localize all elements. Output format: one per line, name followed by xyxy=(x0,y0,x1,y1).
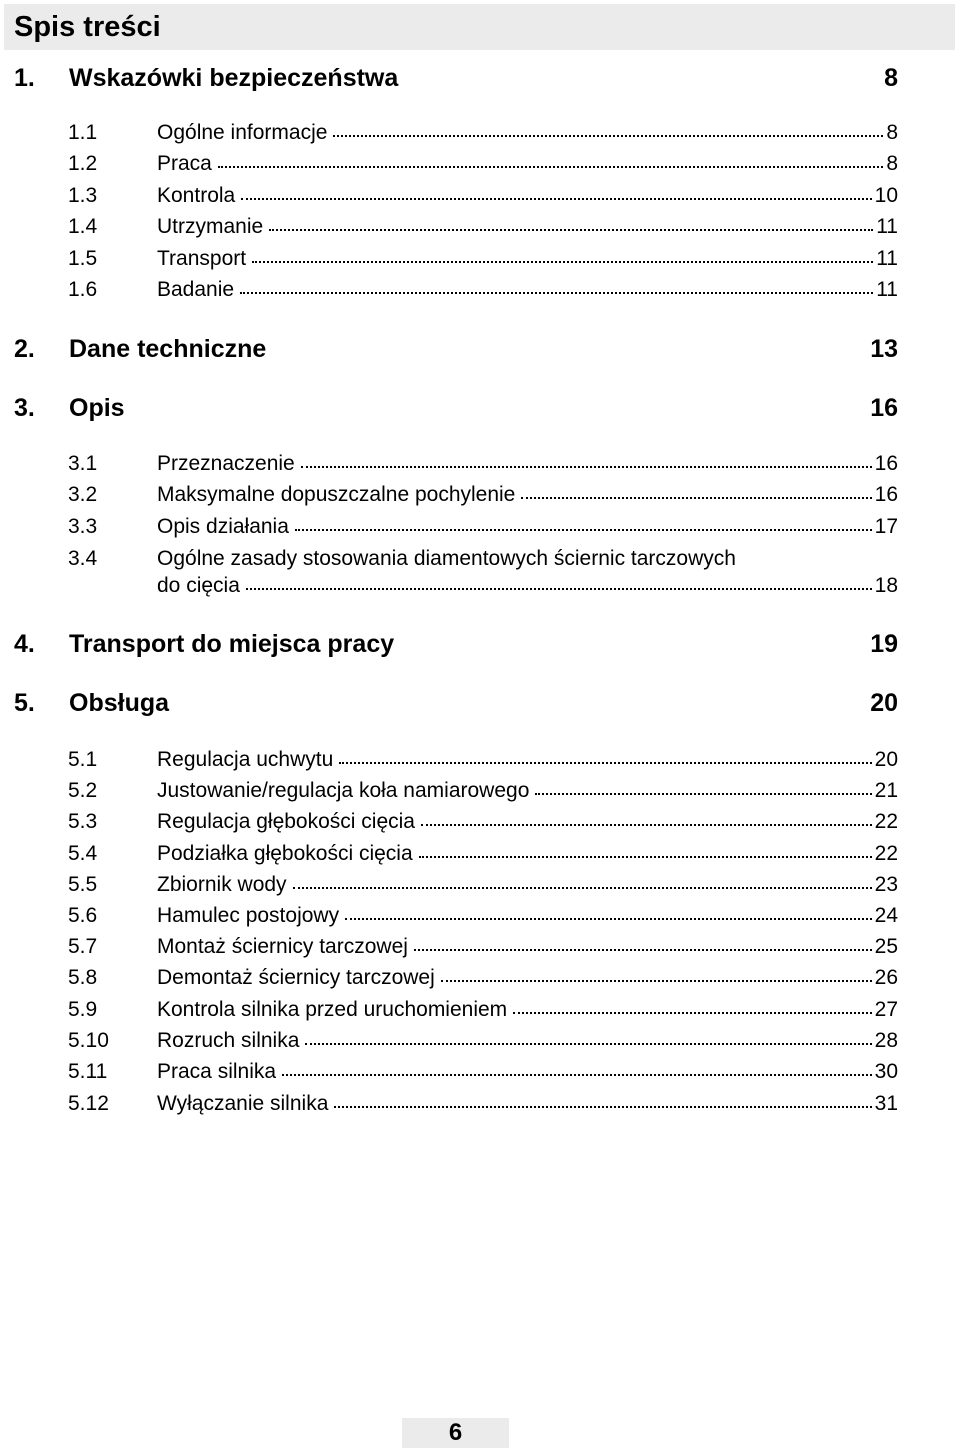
entry-page: 26 xyxy=(874,966,898,989)
section-page: 13 xyxy=(870,335,898,363)
entry-number: 5.7 xyxy=(68,935,98,958)
section-number: 1. xyxy=(14,64,35,92)
entry-page: 11 xyxy=(876,278,898,301)
entry-number: 5.4 xyxy=(68,842,98,865)
entry-title: Zbiornik wody xyxy=(157,873,287,896)
dot-leader xyxy=(240,290,873,294)
toc-entry-1-2[interactable] xyxy=(68,150,898,178)
entry-title: Justowanie/regulacja koła namiarowego xyxy=(157,779,530,802)
entry-page: 10 xyxy=(874,184,898,207)
toc-entry-3-4[interactable] xyxy=(68,572,898,600)
title-bar xyxy=(4,4,955,50)
entry-title: do cięcia xyxy=(157,574,240,597)
section-page: 19 xyxy=(870,630,898,658)
toc-entry-5-8[interactable] xyxy=(68,964,898,992)
dot-leader xyxy=(345,916,872,920)
entry-title: Maksymalne dopuszczalne pochylenie xyxy=(157,483,516,506)
section-title: Transport do miejsca pracy xyxy=(69,630,395,658)
entry-number: 5.9 xyxy=(68,998,98,1021)
entry-page: 22 xyxy=(874,810,898,833)
entry-page: 22 xyxy=(874,842,898,865)
toc-entry-5-11[interactable] xyxy=(68,1058,898,1086)
section-page: 16 xyxy=(870,394,898,422)
entry-number: 1.1 xyxy=(68,121,98,144)
entry-title: Praca silnika xyxy=(157,1060,277,1083)
entry-page: 23 xyxy=(874,873,898,896)
entry-number: 1.4 xyxy=(68,215,98,238)
dot-leader xyxy=(334,1104,871,1108)
toc-entry-3-1[interactable] xyxy=(68,450,898,478)
entry-number: 1.6 xyxy=(68,278,98,301)
dot-leader xyxy=(269,227,873,231)
toc-entry-5-10[interactable] xyxy=(68,1027,898,1055)
toc-entry-1-5[interactable] xyxy=(68,245,898,273)
dot-leader xyxy=(414,947,872,951)
section-number: 3. xyxy=(14,394,35,422)
entry-number: 5.12 xyxy=(68,1092,109,1115)
entry-title: Badanie xyxy=(157,278,235,301)
toc-entry-1-4[interactable] xyxy=(68,213,898,241)
entry-title: Ogólne informacje xyxy=(157,121,328,144)
dot-leader xyxy=(293,885,872,889)
entry-title: Wyłączanie silnika xyxy=(157,1092,329,1115)
entry-number: 5.6 xyxy=(68,904,98,927)
page-number: 6 xyxy=(448,1419,463,1446)
entry-number: 3.1 xyxy=(68,452,98,475)
dot-leader xyxy=(419,854,872,858)
entry-page: 21 xyxy=(874,779,898,802)
entry-page: 16 xyxy=(874,452,898,475)
toc-entry-5-4[interactable] xyxy=(68,840,898,868)
toc-entry-5-9[interactable] xyxy=(68,996,898,1024)
section-page: 8 xyxy=(884,64,898,92)
page-number-box xyxy=(402,1418,509,1448)
dot-leader xyxy=(535,791,871,795)
entry-number: 5.3 xyxy=(68,810,98,833)
entry-page: 31 xyxy=(874,1092,898,1115)
dot-leader xyxy=(421,822,872,826)
entry-title: Podziałka głębokości cięcia xyxy=(157,842,413,865)
entry-title: Montaż ściernicy tarczowej xyxy=(157,935,408,958)
entry-page: 18 xyxy=(874,574,898,597)
entry-title: Rozruch silnika xyxy=(157,1029,300,1052)
toc-entry-1-1[interactable] xyxy=(68,119,898,147)
toc-entry-1-6[interactable] xyxy=(68,276,898,304)
section-title: Obsługa xyxy=(69,689,170,717)
entry-number: 5.5 xyxy=(68,873,98,896)
dot-leader xyxy=(252,259,873,263)
section-number: 5. xyxy=(14,689,35,717)
entry-title: Hamulec postojowy xyxy=(157,904,340,927)
entry-number: 5.11 xyxy=(68,1060,108,1083)
toc-entry-3-4-line1[interactable] xyxy=(68,545,898,573)
section-title: Dane techniczne xyxy=(69,335,267,363)
entry-title: Demontaż ściernicy tarczowej xyxy=(157,966,435,989)
toc-section-3[interactable] xyxy=(14,390,898,426)
dot-leader xyxy=(513,1010,871,1014)
toc-entry-5-1[interactable] xyxy=(68,746,898,774)
entry-title: Kontrola silnika przed uruchomieniem xyxy=(157,998,508,1021)
entry-page: 20 xyxy=(874,748,898,771)
toc-entry-1-3[interactable] xyxy=(68,182,898,210)
toc-entry-5-5[interactable] xyxy=(68,871,898,899)
entry-number: 3.2 xyxy=(68,483,98,506)
entry-title: Utrzymanie xyxy=(157,215,264,238)
dot-leader xyxy=(339,760,871,764)
entry-page: 16 xyxy=(874,483,898,506)
dot-leader xyxy=(301,464,872,468)
dot-leader xyxy=(441,978,872,982)
entry-title: Regulacja głębokości cięcia xyxy=(157,810,415,833)
entry-title: Opis działania xyxy=(157,515,289,538)
toc-entry-5-6[interactable] xyxy=(68,902,898,930)
toc-entry-5-7[interactable] xyxy=(68,933,898,961)
entry-title: Regulacja uchwytu xyxy=(157,748,334,771)
toc-entry-5-12[interactable] xyxy=(68,1090,898,1118)
entry-page: 17 xyxy=(874,515,898,538)
entry-number: 1.5 xyxy=(68,247,98,270)
toc-section-5[interactable] xyxy=(14,685,898,721)
entry-number: 1.2 xyxy=(68,152,98,175)
toc-entry-3-3[interactable] xyxy=(68,513,898,541)
section-number: 4. xyxy=(14,630,35,658)
entry-number: 3.3 xyxy=(68,515,98,538)
entry-page: 11 xyxy=(876,215,898,238)
dot-leader xyxy=(218,164,883,168)
page-title: Spis treści xyxy=(14,11,161,43)
toc-entry-3-2[interactable] xyxy=(68,481,898,509)
section-page: 20 xyxy=(870,689,898,717)
entry-number: 5.8 xyxy=(68,966,98,989)
toc-entry-5-3[interactable] xyxy=(68,808,898,836)
section-title: Wskazówki bezpieczeństwa xyxy=(69,64,399,92)
dot-leader xyxy=(295,527,872,531)
toc-entry-5-2[interactable] xyxy=(68,777,898,805)
entry-title: Transport xyxy=(157,247,247,270)
dot-leader xyxy=(246,586,872,590)
section-number: 2. xyxy=(14,335,35,363)
dot-leader xyxy=(333,133,883,137)
toc-section-1[interactable] xyxy=(14,60,898,96)
entry-number: 1.3 xyxy=(68,184,98,207)
entry-page: 28 xyxy=(874,1029,898,1052)
toc-section-2[interactable] xyxy=(14,331,898,367)
entry-page: 24 xyxy=(874,904,898,927)
dot-leader xyxy=(241,196,871,200)
entry-page: 11 xyxy=(876,247,898,270)
entry-page: 8 xyxy=(886,121,898,144)
entry-page: 25 xyxy=(874,935,898,958)
dot-leader xyxy=(305,1041,871,1045)
entry-number: 5.2 xyxy=(68,779,98,802)
dot-leader xyxy=(521,495,871,499)
entry-page: 27 xyxy=(874,998,898,1021)
entry-number: 5.1 xyxy=(68,748,98,771)
entry-title: Praca xyxy=(157,152,212,175)
toc-section-4[interactable] xyxy=(14,626,898,662)
entry-page: 8 xyxy=(886,152,898,175)
entry-title: Przeznaczenie xyxy=(157,452,295,475)
entry-title-line1: Ogólne zasady stosowania diamentowych ściernic tarczowych xyxy=(157,547,736,570)
entry-number: 5.10 xyxy=(68,1029,109,1052)
entry-title: Kontrola xyxy=(157,184,236,207)
dot-leader xyxy=(282,1072,872,1076)
entry-page: 30 xyxy=(874,1060,898,1083)
section-title: Opis xyxy=(69,394,125,422)
entry-number: 3.4 xyxy=(68,547,98,570)
